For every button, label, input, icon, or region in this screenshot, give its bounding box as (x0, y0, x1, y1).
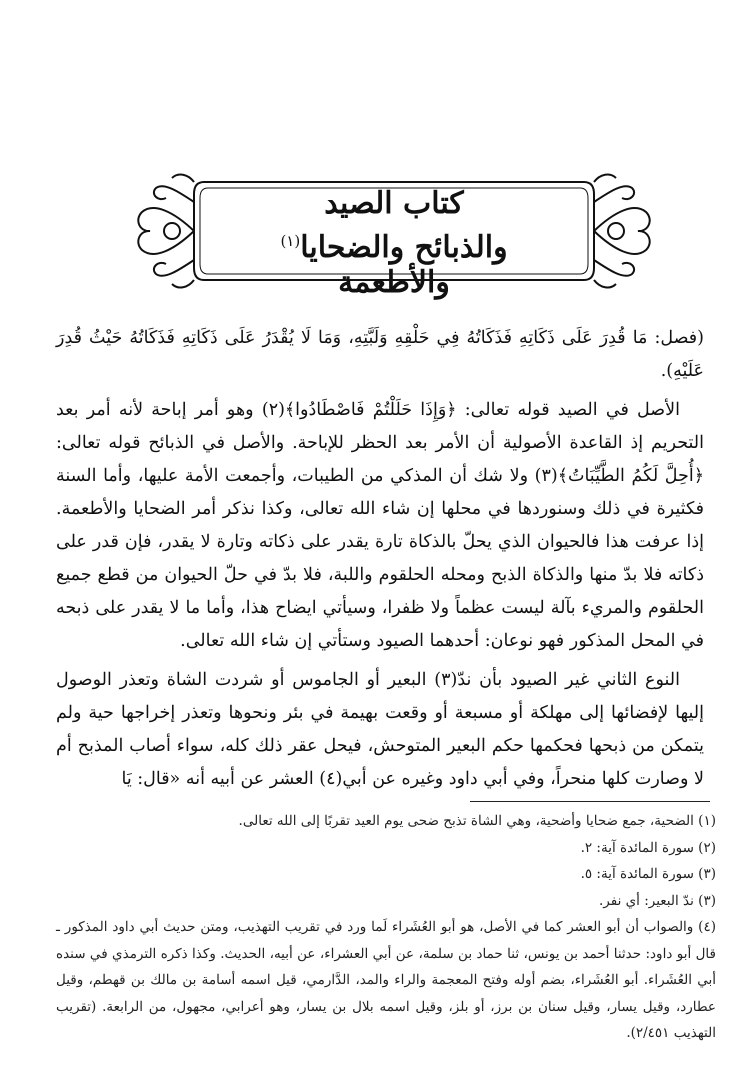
text-paragraph: النوع الثاني غير الصيود بأن ندّ(٣) البعير أو الجاموس أو شردت الشاة وتعذر الوصول إليها لإفضائها إلى مهلكة أو مسبعة أو وقعت بهيمة في بئر ونحوها وتعذر إخراجها حية ولم يتمكن من ذبحها فحكمها حكم البعير المتوحش، فيحل عقر ذلك كله، سواء أصاب المذبح أم لا وصارت كلها منحراً، وفي أبي داود وغيره عن أبي(٤) العشر عن أبيه أنه «قال: يَا (56, 670, 704, 789)
chapter-title-cartouche (134, 172, 654, 300)
chapter-title-line2 (224, 230, 564, 300)
footnote: (٢) سورة المائدة آية: ٢. (580, 839, 716, 856)
text-paragraph: الأصل في الصيد قوله تعالى: ﴿وَإِذَا حَلَلْتُمْ فَاصْطَادُوا﴾(٢) وهو أمر إباحة لأنه أمر بعد التحريم إذ القاعدة الأصولية أن الأمر بعد الحظر للإباحة. والأصل في الذبائح قوله تعالى: ﴿أُحِلَّ لَكُمُ الطَّيِّبَاتُ﴾(٣) ولا شك أن المذكي من الطيبات، وأجمعت الأمة عليها، وأما السنة فكثيرة في ذلك وسنوردها في محلها إن شاء الله تعالى، وكذا نذكر أمر الضحايا والأطعمة. إذا عرفت هذا فالحيوان الذي يحلّ بالذكاة تارة يقدر على ذكاته وتارة لا يقدر، فإن قدر على ذكاته فلا بدّ منها والذكاة الذبح ومحله الحلقوم واللبة، فلا بدّ في حلّ الحيوان من قطع جميع الحلقوم والمريء بآلة ليست عظماً ولا ظفرا، وسيأتي ايضاح هذا، وأما ما لا يقدر على ذبحه في المحل المذكور فهو نوعان: أحدهما الصيود وستأتي إن شاء الله تعالى. (56, 400, 704, 651)
chapter-title-part-a: والذبائح والضحايا (300, 230, 508, 265)
chapter-title-part-b: والأطعمة (338, 265, 450, 300)
footnote: (٤) والصواب أن أبو العشر كما في الأصل، هو أبو العُشَراء لَما ورد في تقريب التهذيب، ومتن حديث أبي داود المذكور ـ قال أبو داود: حدثنا أحمد بن يونس، ثنا حماد بن سلمة، عن أبي العشراء، عن أبيه، الحديث. وكذا ذكره الترمذي في سنده أبي العُشَراء. أبو العُشَراء، بضم أوله وفتح المعجمة والراء والمد، الدَّارمي، قيل اسمه أسامة بن مالك بن قهطم، وقيل عطارد، وقيل يسار، وقيل سنان بن برز، أو بلز، وقيل اسمه بلال بن يسار، وهو أعرابي، مجهول، من الرابعة. (تقريب التهذيب ٢/٤٥١). (56, 919, 716, 1041)
text-paragraph: (فصل: مَا قُدِرَ عَلَى ذَكَاتِهِ فَذَكَاتُهُ فِي حَلْقِهِ وَلَبَّتِهِ، وَمَا لَا يُقْدَرُ عَلَى ذَكَاتِهِ فَذَكَاتُهُ حَيْثُ قُدِرَ عَلَيْهِ). (56, 328, 704, 381)
footnote-separator (470, 801, 710, 802)
footnote: (١) الضحية، جمع ضحايا وأضحية، وهي الشاة تذبح ضحى يوم العيد تقربًا إلى الله تعالى. (238, 813, 716, 829)
main-text (56, 322, 704, 796)
chapter-title-footnote-ref: (١) (280, 232, 301, 250)
footnote: (٣) سورة المائدة آية: ٥. (580, 866, 716, 882)
footnotes (56, 808, 716, 1047)
chapter-title-line1: كتاب الصيد (324, 186, 464, 221)
footnote: (٣) ندّ البعير: أي نفر. (599, 892, 716, 909)
